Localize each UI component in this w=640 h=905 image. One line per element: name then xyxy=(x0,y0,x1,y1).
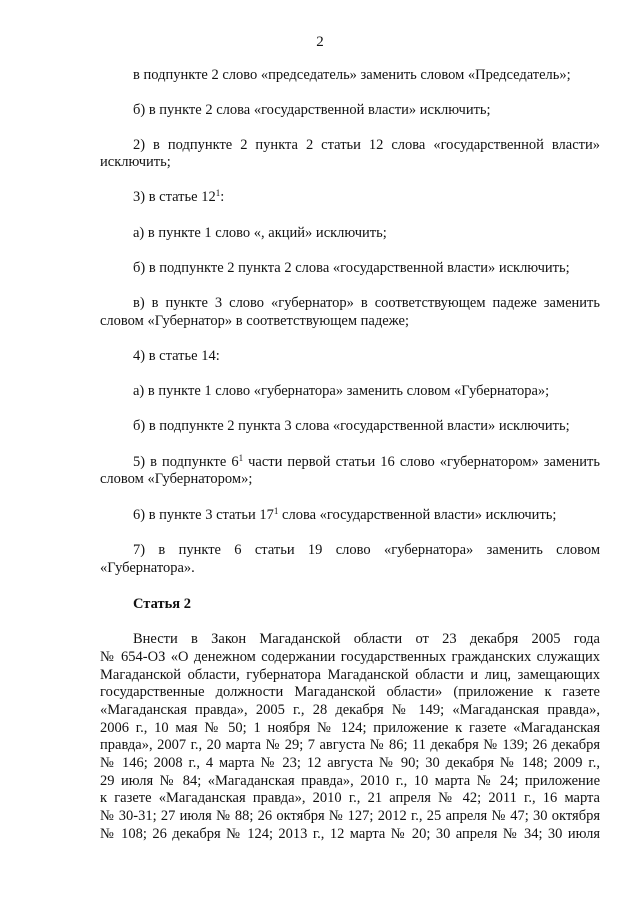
text-line: в подпункте 2 слово «председатель» заменить словом «Председатель»; xyxy=(133,67,571,83)
text-line: № 654-ОЗ «О денежном содержании государственных гражданских служащих xyxy=(100,649,600,665)
text-line: а) в пункте 1 слово «, акций» исключить; xyxy=(133,225,387,241)
text-line: словом «Губернатор» в соответствующем падеже; xyxy=(100,313,409,329)
superscript: 1 xyxy=(215,188,221,198)
text-line: 7) в пункте 6 статьи 19 слово «губернатора» заменить словом xyxy=(133,542,600,558)
text-line: 2006 г., 10 мая № 50; 1 ноября № 124; приложение к газете «Магаданская xyxy=(100,720,600,736)
text-line: а) в пункте 1 слово «губернатора» заменить словом «Губернатора»; xyxy=(133,383,550,399)
superscript: 1 xyxy=(273,506,279,516)
text-line: № 108; 26 декабря № 124; 2013 г., 12 марта № 20; 30 апреля № 34; 30 июля xyxy=(100,826,600,842)
text-line: № 146; 2008 г., 4 марта № 23; 12 августа № 90; 30 декабря № 148; 2009 г., xyxy=(100,755,600,771)
article-heading: Статья 2 xyxy=(133,596,191,612)
text-line: Магаданской области, губернатора Магаданской области и лиц, замещающих xyxy=(100,667,600,683)
text-line: исключить; xyxy=(100,154,171,170)
text-line: 29 июля № 84; «Магаданская правда», 2010 г., 10 марта № 24; приложение xyxy=(100,773,600,789)
text-line: 3) в статье $12^1$: xyxy=(133,188,225,205)
page-number: 2 xyxy=(316,34,324,50)
text-line: 5) в подпункте $6^1$ части первой статьи 16 слово «губернатором» заменить xyxy=(133,453,600,470)
text-line: правда», 2007 г., 20 марта № 29; 7 августа № 86; 11 декабря № 139; 26 декабря xyxy=(100,737,600,753)
text-line: к газете «Магаданская правда», 2010 г., 21 апреля № 42; 2011 г., 16 марта xyxy=(100,790,600,806)
text-line: б) в пункте 2 слова «государственной власти» исключить; xyxy=(133,102,491,118)
text-line: «Магаданская правда», 2005 г., 28 декабря № 149; «Магаданская правда», xyxy=(100,702,600,718)
text-line: 2) в подпункте 2 пункта 2 статьи 12 слова «государственной власти» xyxy=(133,137,600,153)
text-line: в) в пункте 3 слово «губернатор» в соответствующем падеже заменить xyxy=(133,295,600,311)
superscript: 1 xyxy=(238,453,244,463)
text-line: словом «Губернатором»; xyxy=(100,471,253,487)
text-line: государственные должности Магаданской области» (приложение к газете xyxy=(100,684,600,700)
text-line: «Губернатора». xyxy=(100,560,195,576)
text-line: б) в подпункте 2 пункта 3 слова «государственной власти» исключить; xyxy=(133,418,570,434)
text-line: № 30-31; 27 июля № 88; 26 октября № 127; 2012 г., 25 апреля № 47; 30 октября xyxy=(100,808,600,824)
text-line: б) в подпункте 2 пункта 2 слова «государственной власти» исключить; xyxy=(133,260,570,276)
text-line: Внести в Закон Магаданской области от 23 декабря 2005 года xyxy=(133,631,600,647)
text-line: 4) в статье 14: xyxy=(133,348,220,364)
text-line: 6) в пункте 3 статьи $17^1$ слова «государственной власти» исключить; xyxy=(133,506,557,523)
